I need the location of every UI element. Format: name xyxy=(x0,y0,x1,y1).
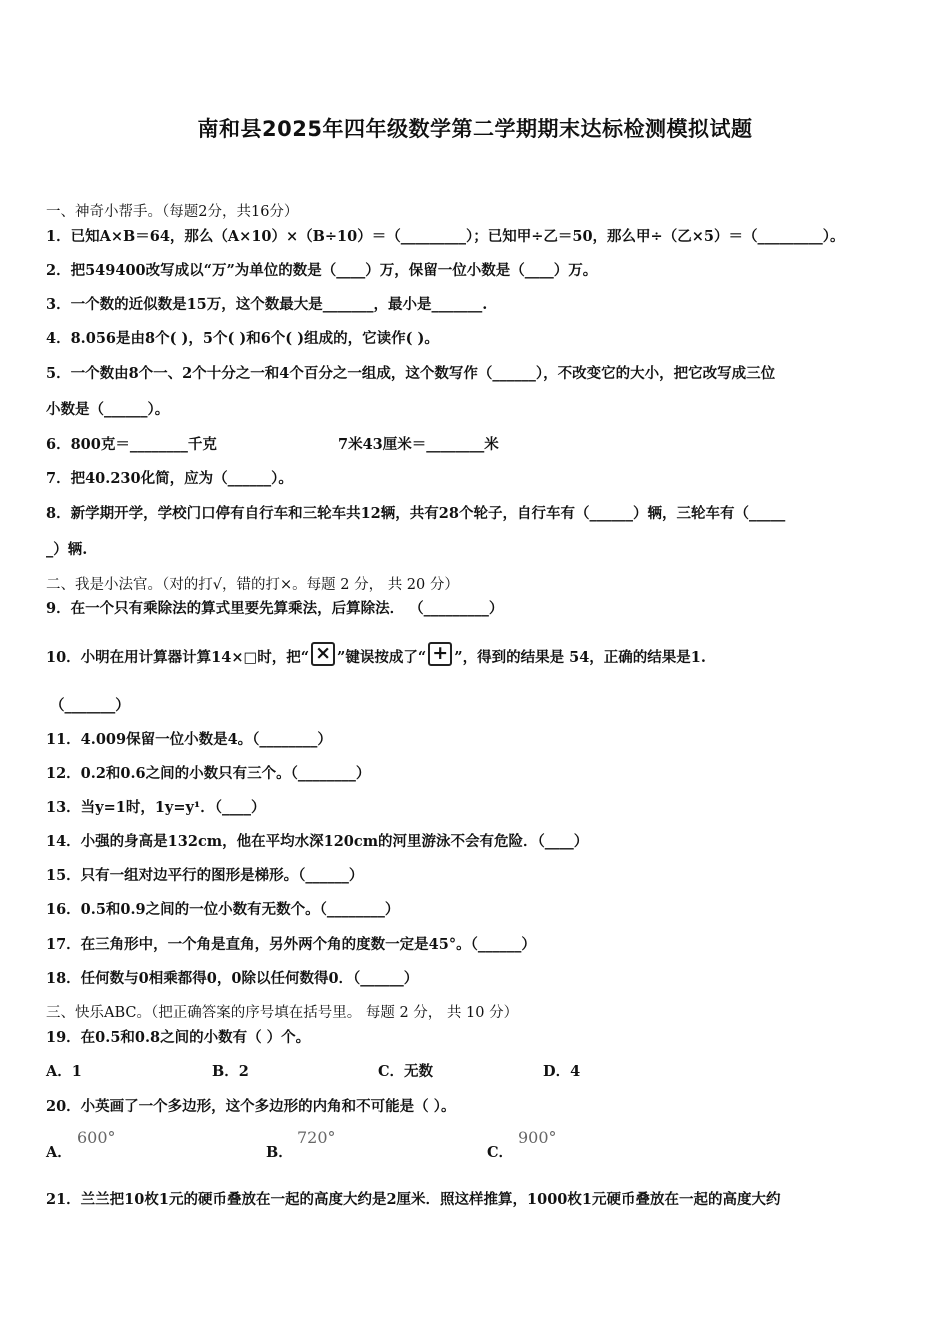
question-3: 3．一个数的近似数是15万，这个数最大是_______，最小是_______. xyxy=(46,296,488,313)
question-8-line-1: 8．新学期开学，学校门口停有自行车和三轮车共12辆，共有28个轮子，自行车有（______）辆，三轮车有（_____ xyxy=(46,505,786,522)
question-13: 13．当y=1时，1y=y¹．（____） xyxy=(46,799,266,816)
question-10-text-start: 10．小明在用计算器计算14×□时，把“ xyxy=(46,649,310,666)
question-20: 20．小英画了一个多边形，这个多边形的内角和不可能是（ ）。 xyxy=(46,1098,456,1115)
question-12: 12．0.2和0.6之间的小数只有三个。（________） xyxy=(46,765,371,782)
question-19-option-c: C．无数 xyxy=(378,1063,434,1080)
page-title: 南和县2025年四年级数学第二学期期末达标检测模拟试题 xyxy=(197,117,753,141)
question-10 xyxy=(46,642,706,670)
section-1-heading: 一、神奇小帮手。（每题2分，共16分） xyxy=(46,204,299,220)
plus-key-icon: + xyxy=(428,642,452,666)
question-20-option-a: A． xyxy=(46,1144,72,1161)
question-2: 2．把549400改写成以“万”为单位的数是（____）万，保留一位小数是（____）万。 xyxy=(46,262,598,279)
question-19-option-b: B．2 xyxy=(212,1063,249,1080)
question-20-option-a-value: 600° xyxy=(77,1128,116,1147)
question-20-option-c-value: 900° xyxy=(518,1128,557,1147)
question-21: 21．兰兰把10枚1元的硬币叠放在一起的高度大约是2厘米．照这样推算，1000枚1元硬币叠放在一起的高度大约 xyxy=(46,1191,781,1208)
question-19-option-d: D．4 xyxy=(543,1063,581,1080)
question-14: 14．小强的身高是132cm，他在平均水深120cm的河里游泳不会有危险．（____） xyxy=(46,833,589,850)
question-8-line-2: _）辆. xyxy=(46,541,88,558)
multiply-key-icon: × xyxy=(311,642,335,666)
section-2-heading: 二、我是小法官。（对的打√，错的打×。每题 2 分， 共 20 分） xyxy=(46,577,459,593)
question-10-text-end: ”，得到的结果是 54，正确的结果是1. xyxy=(454,649,706,666)
question-4: 4．8.056是由8个( )，5个( )和6个( )组成的，它读作( )。 xyxy=(46,330,439,347)
question-16: 16．0.5和0.9之间的一位小数有无数个。（________） xyxy=(46,901,400,918)
question-6-length: 7米43厘米＝________米 xyxy=(338,436,499,453)
question-17: 17．在三角形中，一个角是直角，另外两个角的度数一定是45°。（______） xyxy=(46,936,536,953)
section-3-heading: 三、快乐ABC。（把正确答案的序号填在括号里。 每题 2 分， 共 10 分） xyxy=(46,1005,519,1021)
question-19-option-a: A．1 xyxy=(46,1063,82,1080)
question-20-option-b: B． xyxy=(266,1144,293,1161)
question-6-weight: 6．800克＝________千克 xyxy=(46,436,217,453)
question-5-line-1: 5．一个数由8个一、2个十分之一和4个百分之一组成，这个数写作（______），不改变它的大小，把它改写成三位 xyxy=(46,365,776,382)
question-19: 19．在0.5和0.8之间的小数有（ ）个。 xyxy=(46,1029,311,1046)
question-5-line-2: 小数是（______）。 xyxy=(46,401,170,418)
question-15: 15．只有一组对边平行的图形是梯形。（______） xyxy=(46,867,364,884)
question-7: 7．把40.230化简，应为（______）。 xyxy=(46,470,293,487)
question-20-option-c: C． xyxy=(487,1144,514,1161)
question-10-text-middle: ”键误按成了“ xyxy=(337,649,427,666)
question-10-answer: （_______） xyxy=(50,697,130,714)
question-11: 11．4.009保留一位小数是4。（________） xyxy=(46,731,332,748)
question-20-option-b-value: 720° xyxy=(297,1128,336,1147)
question-9: 9．在一个只有乘除法的算式里要先算乘法，后算除法． （_________） xyxy=(46,600,504,617)
question-18: 18．任何数与0相乘都得0，0除以任何数得0．（______） xyxy=(46,970,419,987)
question-1: 1．已知A×B＝64，那么（A×10）×（B÷10）＝（_________）；已知甲÷乙＝50，那么甲÷（乙×5）＝（_________）。 xyxy=(46,228,845,245)
